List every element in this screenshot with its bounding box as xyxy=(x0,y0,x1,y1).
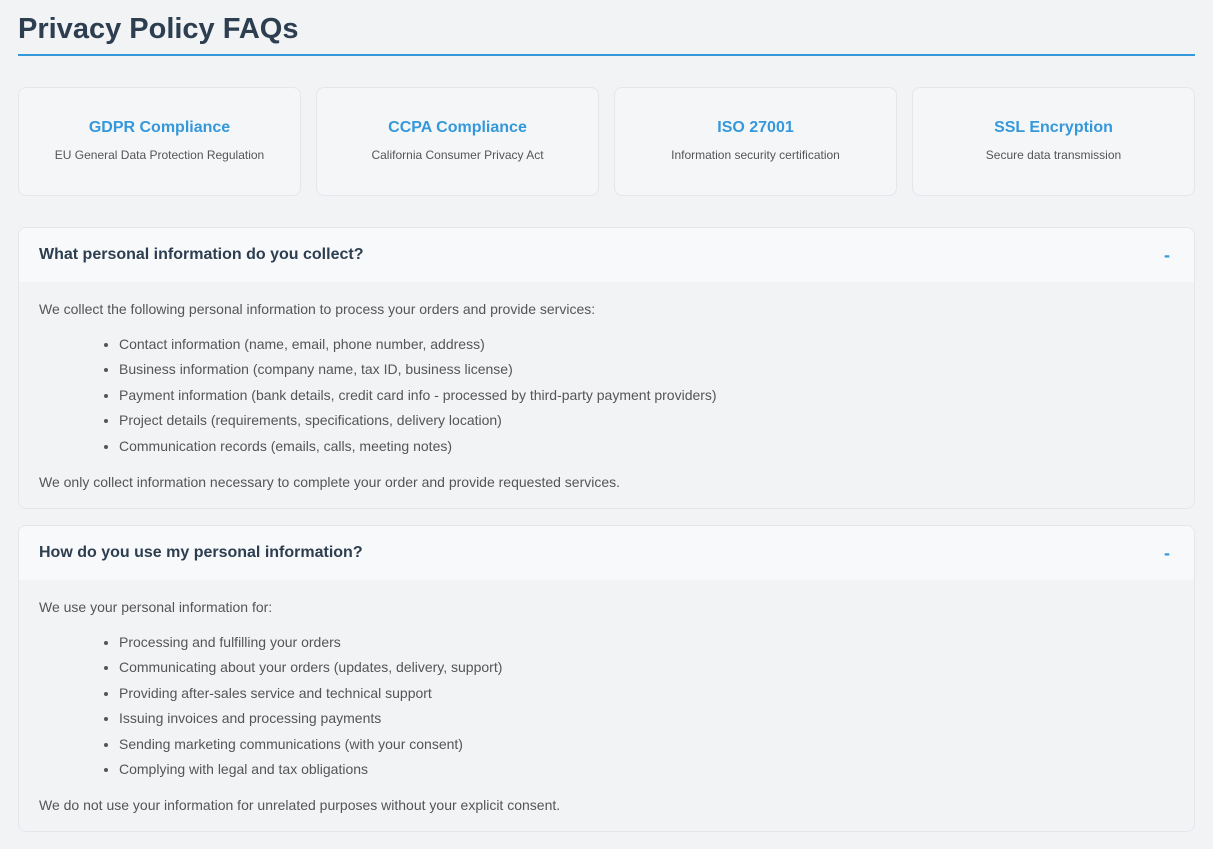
faq-item xyxy=(18,227,1195,509)
faq-question-text: How do you use my personal information? xyxy=(39,544,363,562)
badge-description: Secure data transmission xyxy=(985,148,1122,162)
list-item: • Providing after-sales service and technical support xyxy=(119,681,1174,706)
list-item: • Complying with legal and tax obligations xyxy=(119,757,1174,782)
badge-description: California Consumer Privacy Act xyxy=(371,148,544,162)
faq-question-header[interactable] xyxy=(19,228,1194,282)
badge-title: CCPA Compliance xyxy=(388,119,527,136)
badge-title: SSL Encryption xyxy=(994,119,1113,136)
faq-item xyxy=(18,525,1195,832)
faq-list xyxy=(18,227,1195,832)
badge-description: EU General Data Protection Regulation xyxy=(54,148,265,162)
badge-ssl xyxy=(912,87,1195,196)
faq-question-text: What personal information do you collect? xyxy=(39,246,364,263)
faq-answer-intro: We use your personal information for: xyxy=(39,599,273,616)
list-item: • Contact information (name, email, phone number, address) xyxy=(119,332,1174,357)
compliance-badges xyxy=(18,87,1195,196)
collapse-toggle-icon[interactable]: - xyxy=(1164,542,1170,563)
list-item: • Processing and fulfilling your orders xyxy=(119,630,1174,655)
badge-gdpr xyxy=(18,87,301,196)
faq-answer-list xyxy=(39,630,1174,782)
faq-answer-list xyxy=(39,332,1174,459)
list-item: • Sending marketing communications (with your consent) xyxy=(119,732,1174,757)
faq-answer-outro: We only collect information necessary to complete your order and provide requested services. xyxy=(39,474,621,491)
badge-description: Information security certification xyxy=(671,148,840,162)
badge-ccpa xyxy=(316,87,599,196)
faq-answer xyxy=(19,282,1194,508)
badge-title: GDPR Compliance xyxy=(88,119,231,136)
faq-answer xyxy=(19,580,1194,831)
faq-question-header[interactable] xyxy=(19,526,1194,580)
page-title: Privacy Policy FAQs xyxy=(18,0,1195,56)
list-item: • Payment information (bank details, credit card info - processed by third-party payment providers) xyxy=(119,383,1174,408)
list-item: • Communicating about your orders (updates, delivery, support) xyxy=(119,655,1174,680)
list-item: • Project details (requirements, specifications, delivery location) xyxy=(119,408,1174,433)
badge-title: ISO 27001 xyxy=(717,119,794,136)
collapse-toggle-icon[interactable]: - xyxy=(1164,244,1170,265)
list-item: • Business information (company name, tax ID, business license) xyxy=(119,357,1174,382)
list-item: • Communication records (emails, calls, meeting notes) xyxy=(119,434,1174,459)
badge-iso xyxy=(614,87,897,196)
faq-answer-intro: We collect the following personal information to process your orders and provide services: xyxy=(39,301,596,317)
faq-answer-outro: We do not use your information for unrelated purposes without your explicit consent. xyxy=(39,797,561,814)
list-item: • Issuing invoices and processing payments xyxy=(119,706,1174,731)
